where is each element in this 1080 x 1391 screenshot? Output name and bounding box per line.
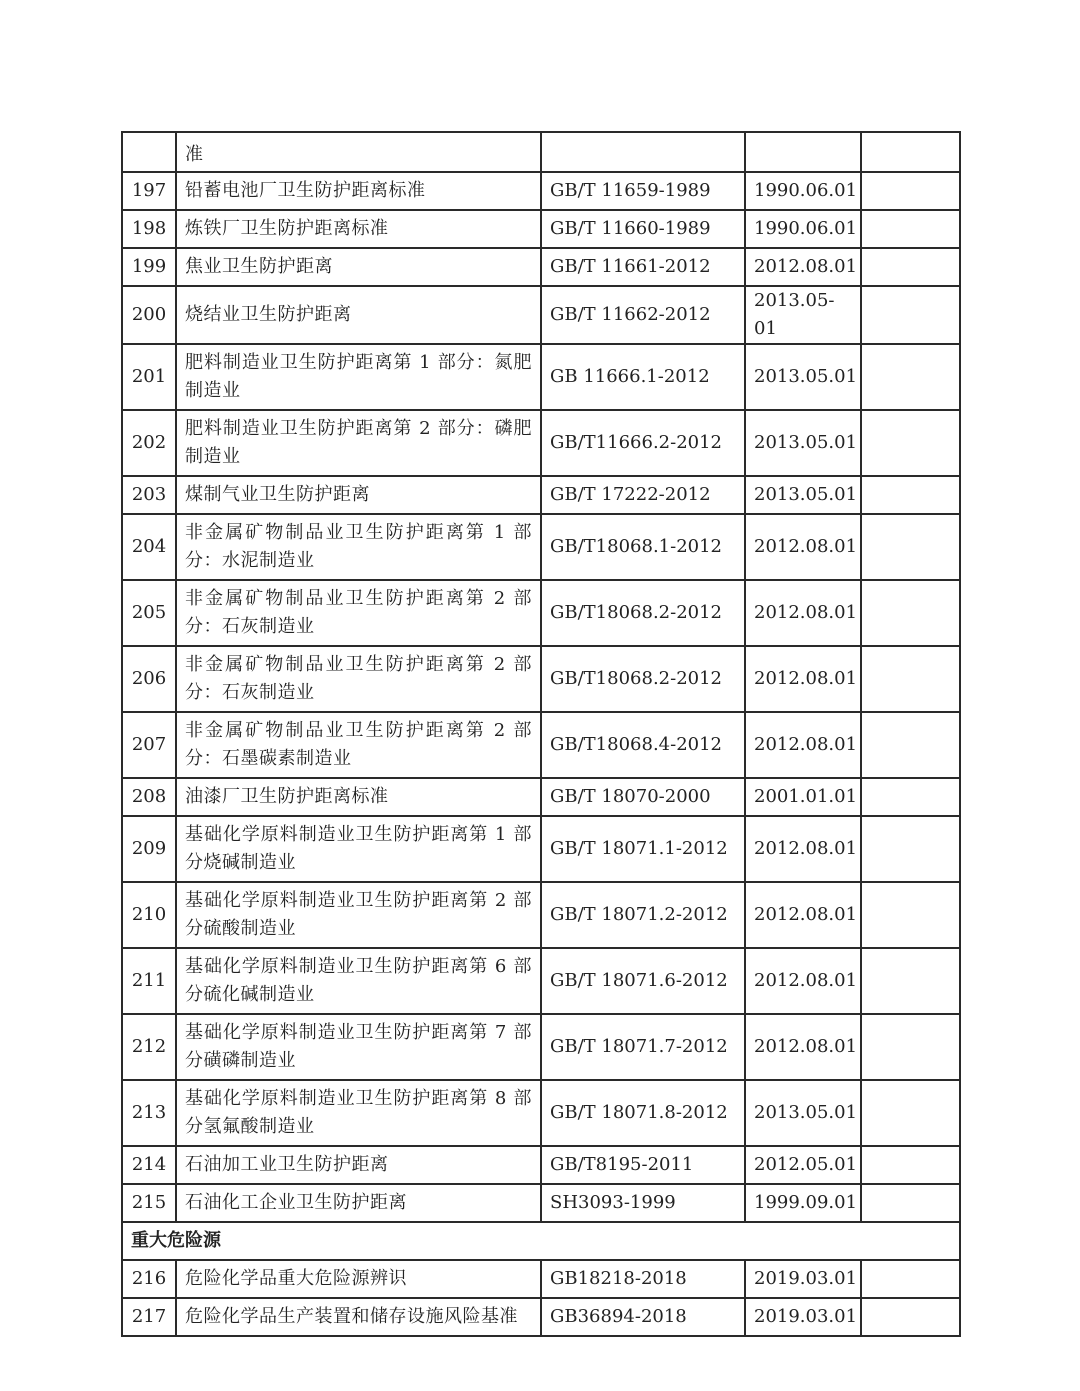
standard-code: GB/T 18071.6-2012 xyxy=(541,948,745,1014)
standard-name: 基础化学原料制造业卫生防护距离第 1 部分烧碱制造业 xyxy=(176,816,541,882)
standard-name: 基础化学原料制造业卫生防护距离第 7 部分磺磷制造业 xyxy=(176,1014,541,1080)
standard-name: 铅蓄电池厂卫生防护距离标准 xyxy=(176,172,541,210)
standard-name: 基础化学原料制造业卫生防护距离第 8 部分氢氟酸制造业 xyxy=(176,1080,541,1146)
standard-code: GB/T 18071.2-2012 xyxy=(541,882,745,948)
standard-name: 炼铁厂卫生防护距离标准 xyxy=(176,210,541,248)
standard-name: 煤制气业卫生防护距离 xyxy=(176,476,541,514)
row-number: 211 xyxy=(122,948,176,1014)
standard-code: GB/T18068.2-2012 xyxy=(541,646,745,712)
row-number: 204 xyxy=(122,514,176,580)
notes-cell xyxy=(861,646,960,712)
standard-code xyxy=(541,132,745,172)
effective-date: 2013.05-01 xyxy=(745,286,861,344)
notes-cell xyxy=(861,816,960,882)
standard-code: GB/T 18070-2000 xyxy=(541,778,745,816)
standard-name: 基础化学原料制造业卫生防护距离第 6 部分硫化碱制造业 xyxy=(176,948,541,1014)
row-number: 199 xyxy=(122,248,176,286)
effective-date: 2019.03.01 xyxy=(745,1260,861,1298)
notes-cell xyxy=(861,286,960,344)
effective-date: 2019.03.01 xyxy=(745,1298,861,1336)
notes-cell xyxy=(861,1298,960,1336)
effective-date: 2013.05.01 xyxy=(745,476,861,514)
standard-name: 危险化学品生产装置和储存设施风险基准 xyxy=(176,1298,541,1336)
row-number: 209 xyxy=(122,816,176,882)
notes-cell xyxy=(861,882,960,948)
table-row xyxy=(122,210,960,248)
standard-code: GB/T 11660-1989 xyxy=(541,210,745,248)
standard-code: GB/T18068.1-2012 xyxy=(541,514,745,580)
row-number: 202 xyxy=(122,410,176,476)
table-row xyxy=(122,1014,960,1080)
standard-name: 基础化学原料制造业卫生防护距离第 2 部分硫酸制造业 xyxy=(176,882,541,948)
table-row xyxy=(122,344,960,410)
notes-cell xyxy=(861,248,960,286)
notes-cell xyxy=(861,514,960,580)
standard-name: 非金属矿物制品业卫生防护距离第 2 部分：石墨碳素制造业 xyxy=(176,712,541,778)
standard-code: GB/T 11662-2012 xyxy=(541,286,745,344)
row-number: 200 xyxy=(122,286,176,344)
notes-cell xyxy=(861,1184,960,1222)
standard-code: GB/T 11661-2012 xyxy=(541,248,745,286)
row-number: 205 xyxy=(122,580,176,646)
row-number xyxy=(122,132,176,172)
row-number: 203 xyxy=(122,476,176,514)
table-row xyxy=(122,712,960,778)
notes-cell xyxy=(861,210,960,248)
standard-code: GB 11666.1-2012 xyxy=(541,344,745,410)
row-number: 217 xyxy=(122,1298,176,1336)
effective-date: 2012.08.01 xyxy=(745,882,861,948)
row-number: 216 xyxy=(122,1260,176,1298)
notes-cell xyxy=(861,712,960,778)
standard-code: GB/T18068.2-2012 xyxy=(541,580,745,646)
notes-cell xyxy=(861,1014,960,1080)
effective-date: 2012.08.01 xyxy=(745,248,861,286)
table-row xyxy=(122,816,960,882)
standard-name: 非金属矿物制品业卫生防护距离第 2 部分：石灰制造业 xyxy=(176,580,541,646)
row-number: 214 xyxy=(122,1146,176,1184)
table-row xyxy=(122,778,960,816)
effective-date: 2012.08.01 xyxy=(745,580,861,646)
effective-date: 2013.05.01 xyxy=(745,410,861,476)
table-row xyxy=(122,410,960,476)
standard-name: 非金属矿物制品业卫生防护距离第 2 部分：石灰制造业 xyxy=(176,646,541,712)
table-row xyxy=(122,1260,960,1298)
table-row xyxy=(122,1298,960,1336)
row-number: 198 xyxy=(122,210,176,248)
table-row xyxy=(122,132,960,172)
row-number: 210 xyxy=(122,882,176,948)
standard-name: 准 xyxy=(176,132,541,172)
standard-code: GB/T 11659-1989 xyxy=(541,172,745,210)
table-row xyxy=(122,248,960,286)
table-row xyxy=(122,882,960,948)
effective-date: 2012.08.01 xyxy=(745,816,861,882)
row-number: 215 xyxy=(122,1184,176,1222)
standard-name: 肥料制造业卫生防护距离第 2 部分：磷肥制造业 xyxy=(176,410,541,476)
effective-date: 2012.08.01 xyxy=(745,712,861,778)
row-number: 201 xyxy=(122,344,176,410)
effective-date: 2012.08.01 xyxy=(745,948,861,1014)
effective-date: 2013.05.01 xyxy=(745,1080,861,1146)
table-row xyxy=(122,580,960,646)
standard-name: 石油化工企业卫生防护距离 xyxy=(176,1184,541,1222)
standard-code: GB/T11666.2-2012 xyxy=(541,410,745,476)
notes-cell xyxy=(861,1260,960,1298)
effective-date: 2012.08.01 xyxy=(745,514,861,580)
standard-name: 焦业卫生防护距离 xyxy=(176,248,541,286)
notes-cell xyxy=(861,778,960,816)
row-number: 197 xyxy=(122,172,176,210)
effective-date: 2013.05.01 xyxy=(745,344,861,410)
notes-cell xyxy=(861,580,960,646)
table-row xyxy=(122,1146,960,1184)
notes-cell xyxy=(861,948,960,1014)
table-row xyxy=(122,948,960,1014)
notes-cell xyxy=(861,476,960,514)
effective-date: 2012.08.01 xyxy=(745,646,861,712)
standard-code: GB/T 17222-2012 xyxy=(541,476,745,514)
table-row xyxy=(122,476,960,514)
standard-code: GB36894-2018 xyxy=(541,1298,745,1336)
section-header: 重大危险源 xyxy=(122,1222,960,1260)
notes-cell xyxy=(861,172,960,210)
standard-code: GB/T8195-2011 xyxy=(541,1146,745,1184)
standard-name: 非金属矿物制品业卫生防护距离第 1 部分：水泥制造业 xyxy=(176,514,541,580)
standard-name: 危险化学品重大危险源辨识 xyxy=(176,1260,541,1298)
row-number: 207 xyxy=(122,712,176,778)
table-row xyxy=(122,172,960,210)
effective-date xyxy=(745,132,861,172)
row-number: 212 xyxy=(122,1014,176,1080)
standard-name: 油漆厂卫生防护距离标准 xyxy=(176,778,541,816)
section-row xyxy=(122,1222,960,1260)
effective-date: 2001.01.01 xyxy=(745,778,861,816)
effective-date: 1990.06.01 xyxy=(745,210,861,248)
table-row xyxy=(122,646,960,712)
notes-cell xyxy=(861,1146,960,1184)
row-number: 213 xyxy=(122,1080,176,1146)
standard-name: 石油加工业卫生防护距离 xyxy=(176,1146,541,1184)
standard-code: GB/T 18071.8-2012 xyxy=(541,1080,745,1146)
standards-table xyxy=(121,131,961,1337)
standard-code: GB/T18068.4-2012 xyxy=(541,712,745,778)
standard-name: 烧结业卫生防护距离 xyxy=(176,286,541,344)
standard-code: GB18218-2018 xyxy=(541,1260,745,1298)
row-number: 206 xyxy=(122,646,176,712)
table-row xyxy=(122,1080,960,1146)
table-row xyxy=(122,514,960,580)
table-row xyxy=(122,1184,960,1222)
row-number: 208 xyxy=(122,778,176,816)
notes-cell xyxy=(861,344,960,410)
effective-date: 2012.08.01 xyxy=(745,1014,861,1080)
notes-cell xyxy=(861,132,960,172)
effective-date: 1999.09.01 xyxy=(745,1184,861,1222)
effective-date: 2012.05.01 xyxy=(745,1146,861,1184)
standard-code: GB/T 18071.1-2012 xyxy=(541,816,745,882)
notes-cell xyxy=(861,410,960,476)
standard-name: 肥料制造业卫生防护距离第 1 部分：氮肥制造业 xyxy=(176,344,541,410)
table-row xyxy=(122,286,960,344)
effective-date: 1990.06.01 xyxy=(745,172,861,210)
standard-code: GB/T 18071.7-2012 xyxy=(541,1014,745,1080)
notes-cell xyxy=(861,1080,960,1146)
standard-code: SH3093-1999 xyxy=(541,1184,745,1222)
